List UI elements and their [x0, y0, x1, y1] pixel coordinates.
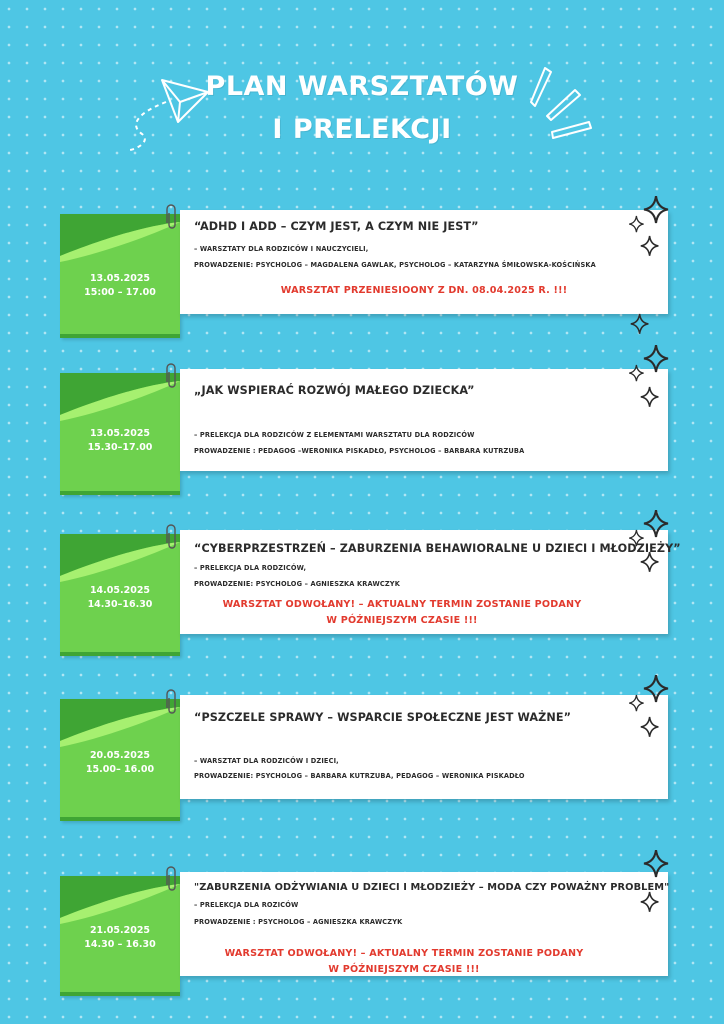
paperclip-icon [166, 523, 178, 551]
event-notice-line-2: W PÓŹNIEJSZYM CZASIE !!! [328, 964, 480, 975]
event-title: "ZABURZENIA ODŻYWIANIA U DZIECI I MŁODZIEŻY – MODA CZY POWAŻNY PROBLEM" [194, 882, 670, 893]
date-note [60, 373, 180, 495]
event-card-4 [60, 695, 670, 823]
page-curl-icon [60, 699, 180, 749]
date-note [60, 699, 180, 821]
event-notice-line-2: W PÓŹNIEJSZYM CZASIE !!! [326, 615, 478, 626]
paperclip-icon [166, 688, 178, 716]
event-notice-line-1: WARSZTAT ODWOŁANY! – AKTUALNY TERMIN ZOSTANIE PODANY [224, 948, 584, 959]
event-card-3 [60, 530, 681, 658]
event-leaders: PROWADZENIE : PEDAGOG –WERONIKA PISKADŁO, PSYCHOLOG – BARBARA KUTRZUBA [194, 447, 525, 455]
event-card-5 [60, 872, 670, 1000]
page-title-line-2: I PRELEKCJI [272, 114, 452, 145]
event-leaders: PROWADZENIE: PSYCHOLOG – AGNIESZKA KRAWCZYK [194, 580, 400, 588]
event-details [180, 210, 668, 314]
page-curl-icon [60, 876, 180, 926]
event-type: – PRELEKCJA DLA RODZICÓW Z ELEMENTAMI WARSZTATU DLA RODZICÓW [194, 431, 475, 439]
page-curl-icon [60, 373, 180, 423]
sparkle-stars-icon [620, 345, 670, 425]
event-time: 15.30–17.00 [87, 442, 153, 453]
event-type: – PRELEKCJA DLA RODZICÓW, [194, 564, 307, 572]
event-title: “PSZCZELE SPRAWY – WSPARCIE SPOŁECZNE JEST WAŻNE” [194, 711, 572, 724]
sparkle-lines-icon [525, 62, 600, 147]
event-date: 21.05.2025 [89, 925, 151, 936]
event-time: 15.00– 16.00 [85, 764, 155, 775]
event-date: 13.05.2025 [89, 428, 151, 439]
sparkle-stars-icon [620, 850, 670, 930]
event-type: – WARSZTAT DLA RODZICÓW I DZIECI, [194, 757, 339, 765]
sparkle-stars-icon [620, 196, 670, 346]
event-leaders: PROWADZENIE: PSYCHOLOG – MAGDALENA GAWLAK, PSYCHOLOG – KATARZYNA ŚMIŁOWSKA-KOŚCIŃSKA [194, 261, 596, 269]
event-time: 14.30 – 16.30 [84, 939, 156, 950]
page-title-line-1: PLAN WARSZTATÓW [205, 71, 519, 102]
event-date: 13.05.2025 [89, 273, 151, 284]
event-date: 14.05.2025 [89, 585, 151, 596]
event-date: 20.05.2025 [89, 750, 151, 761]
event-leaders: PROWADZENIE : PSYCHOLOG – AGNIESZKA KRAWCZYK [194, 918, 403, 926]
event-type: – WARSZTATY DLA RODZICÓW I NAUCZYCIELI, [194, 245, 369, 253]
event-notice: WARSZTAT PRZENIESIOONY Z DN. 08.04.2025 R. !!! [280, 285, 568, 296]
date-note [60, 214, 180, 338]
event-type: – PRELEKCJA DLA ROZICÓW [194, 901, 299, 909]
paper-plane-icon [120, 72, 215, 157]
page-curl-icon [60, 534, 180, 584]
event-notice-line-1: WARSZTAT ODWOŁANY! – AKTUALNY TERMIN ZOSTANIE PODANY [222, 599, 582, 610]
paperclip-icon [166, 865, 178, 893]
event-title: “CYBERPRZESTRZEŃ – ZABURZENIA BEHAWIORALNE U DZIECI I MŁODZIEŻY” [194, 542, 681, 555]
event-details [180, 872, 668, 976]
page-curl-icon [60, 214, 180, 264]
paperclip-icon [166, 203, 178, 231]
event-details [180, 369, 668, 471]
event-title: “ADHD I ADD – CZYM JEST, A CZYM NIE JEST” [194, 220, 479, 233]
date-note [60, 534, 180, 656]
event-title: „JAK WSPIERAĆ ROZWÓJ MAŁEGO DZIECKA” [194, 384, 475, 397]
date-note [60, 876, 180, 996]
event-details [180, 530, 681, 634]
event-time: 14.30–16.30 [87, 599, 153, 610]
sparkle-stars-icon [620, 510, 670, 590]
event-card-2 [60, 369, 670, 497]
event-details [180, 695, 668, 799]
paperclip-icon [166, 362, 178, 390]
event-card-1 [60, 210, 670, 338]
event-time: 15:00 – 17.00 [84, 287, 156, 298]
sparkle-stars-icon [620, 675, 670, 755]
event-leaders: PROWADZENIE: PSYCHOLOG – BARBARA KUTRZUBA, PEDAGOG – WERONIKA PISKADŁO [194, 772, 525, 780]
